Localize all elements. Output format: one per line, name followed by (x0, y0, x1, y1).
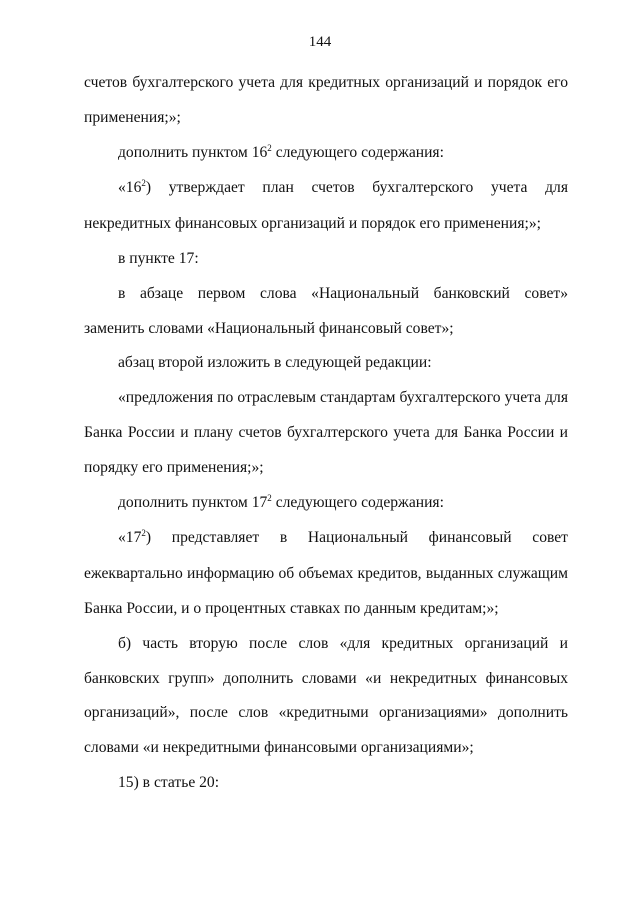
superscript: 2 (141, 528, 146, 539)
paragraph-8: дополнить пунктом $17^2$ следующего содержания: (118, 492, 444, 511)
superscript: 2 (141, 178, 146, 189)
paragraph-11: 15) в статье 20: (118, 773, 220, 791)
paragraph-9: «$17^2$) представляет в Национальный финансовый совет ежеквартально информацию об объемах кредитов, выданных служащим Банка России, и о процентных ставках по данным кредитам;»; (84, 528, 568, 617)
superscript: 2 (267, 492, 272, 503)
paragraph-6: абзац второй изложить в следующей редакции: (118, 354, 432, 372)
paragraph-5: в абзаце первом слова «Национальный банковский совет» заменить словами «Национальный финансовый совет»; (84, 284, 568, 337)
paragraph-3: «$16^2$) утверждает план счетов бухгалтерского учета для некредитных финансовых организаций и порядок его применения;»; (84, 178, 568, 233)
superscript: 2 (267, 142, 272, 153)
paragraph-4: в пункте 17: (118, 249, 199, 267)
document-body (84, 66, 568, 801)
page-number: 144 (308, 34, 332, 50)
paragraph-7: «предложения по отраслевым стандартам бухгалтерского учета для Банка России и плану счетов бухгалтерского учета для Банка России и порядку его применения;»; (84, 389, 568, 476)
paragraph-2: дополнить пунктом $16^2$ следующего содержания: (118, 142, 444, 161)
paragraph-10: б) часть вторую после слов «для кредитных организаций и банковских групп» дополнить словами «и некредитных финансовых организаций», после слов «кредитными организациями» дополнить словами «и некредитными финансовыми организациями»; (84, 634, 568, 757)
paragraph-1: счетов бухгалтерского учета для кредитных организаций и порядок его применения;»; (84, 74, 568, 126)
